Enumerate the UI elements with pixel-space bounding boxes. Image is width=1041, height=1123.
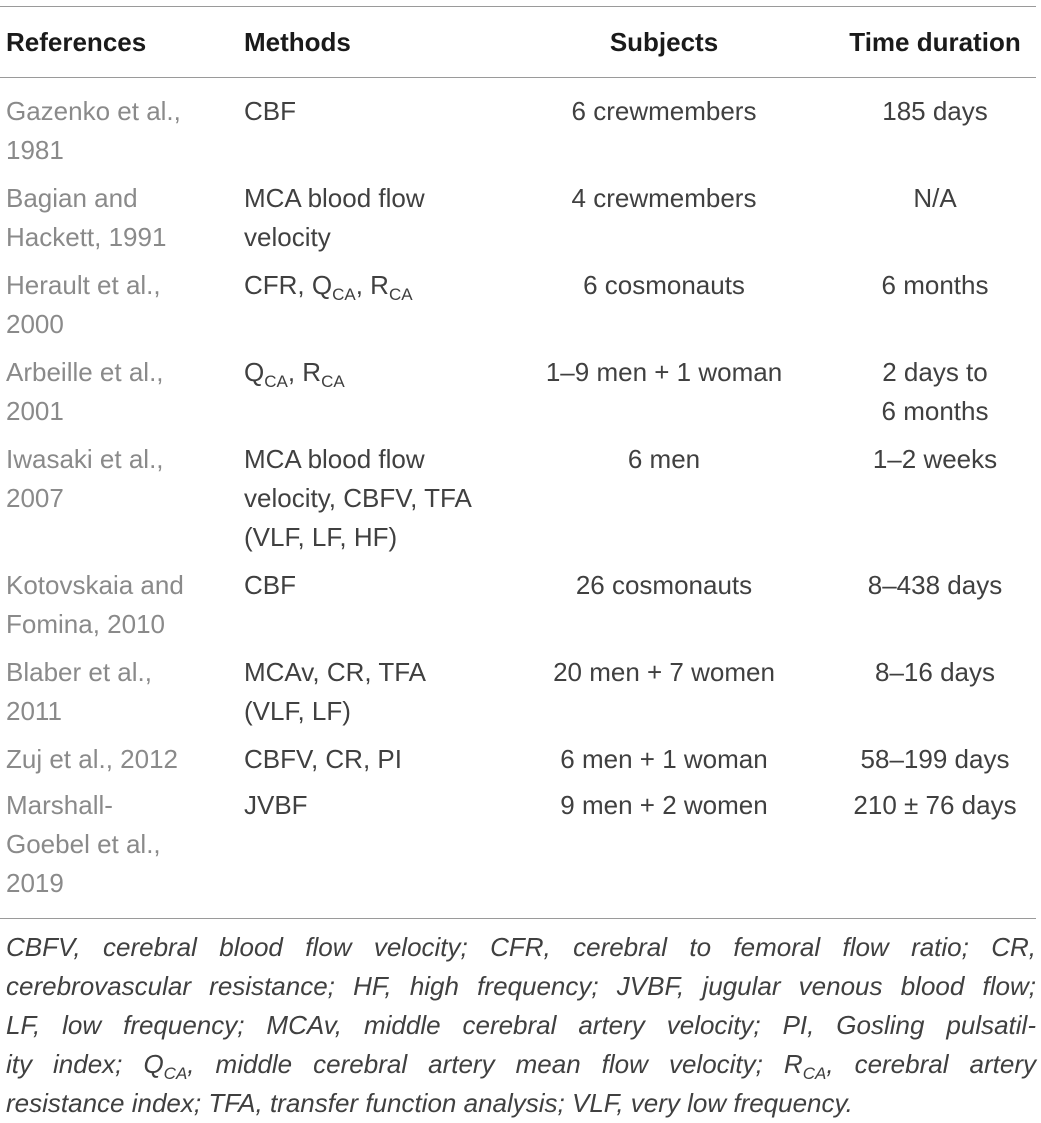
cell-subjects: 1–9 men + 1 woman bbox=[545, 357, 783, 387]
header-time-duration: Time duration bbox=[849, 27, 1021, 57]
cell-time-duration: 2 days to 6 months bbox=[881, 357, 989, 426]
cell-methods: CFR, $Q_{CA}$, $R_{CA}$ bbox=[244, 270, 413, 304]
footnote-line: ity index; $Q_{CA}$, middle cerebral artery mean flow velocity; $R_{CA}$, cerebral artery bbox=[6, 1049, 1036, 1083]
cell-subjects: 6 cosmonauts bbox=[583, 270, 745, 300]
header-references: References bbox=[6, 27, 147, 57]
cell-subjects: 4 crewmembers bbox=[571, 183, 757, 213]
header-subjects: Subjects bbox=[609, 27, 719, 57]
cell-methods: MCA blood flow velocity bbox=[244, 183, 425, 252]
header-methods: Methods bbox=[244, 27, 351, 57]
table-header-rule bbox=[0, 77, 1036, 78]
cell-time-duration: 185 days bbox=[882, 96, 988, 126]
cell-methods: JVBF bbox=[244, 790, 308, 820]
table-bottom-rule bbox=[0, 918, 1036, 919]
cell-reference: Blaber et al., 2011 bbox=[6, 657, 152, 726]
cell-subjects: 6 crewmembers bbox=[571, 96, 757, 126]
cell-reference: Zuj et al., 2012 bbox=[6, 744, 178, 774]
cell-methods: CBF bbox=[244, 96, 296, 126]
cell-subjects: 9 men + 2 women bbox=[560, 790, 768, 820]
cell-subjects: 6 men bbox=[627, 444, 701, 474]
cell-methods: CBF bbox=[244, 570, 296, 600]
cell-reference: Bagian and Hackett, 1991 bbox=[6, 183, 167, 252]
cell-time-duration: 58–199 days bbox=[860, 744, 1010, 774]
cell-reference: Iwasaki et al., 2007 bbox=[6, 444, 164, 513]
footnote-line: cerebrovascular resistance; HF, high frequency; JVBF, jugular venous blood flow; bbox=[6, 971, 1036, 1001]
cell-time-duration: 8–438 days bbox=[867, 570, 1003, 600]
cell-reference: Herault et al., 2000 bbox=[6, 270, 161, 339]
cell-methods: CBFV, CR, PI bbox=[244, 744, 402, 774]
cell-methods: $Q_{CA}$, $R_{CA}$ bbox=[244, 357, 345, 391]
footnote-line: CBFV, cerebral blood flow velocity; CFR, cerebral to femoral flow ratio; CR, bbox=[6, 932, 1036, 962]
cell-time-duration: 210 ± 76 days bbox=[853, 790, 1017, 820]
cell-reference: Gazenko et al., 1981 bbox=[6, 96, 181, 165]
cell-time-duration: 1–2 weeks bbox=[872, 444, 998, 474]
cell-methods: MCAv, CR, TFA (VLF, LF) bbox=[244, 657, 427, 726]
table-top-rule bbox=[0, 6, 1036, 7]
cell-reference: Marshall- Goebel et al., 2019 bbox=[6, 790, 161, 898]
cell-time-duration: N/A bbox=[913, 183, 957, 213]
cell-subjects: 6 men + 1 woman bbox=[560, 744, 768, 774]
table-footnote bbox=[6, 928, 1036, 1123]
footnote-line: resistance index; TFA, transfer function analysis; VLF, very low frequency. bbox=[6, 1088, 853, 1118]
cell-subjects: 26 cosmonauts bbox=[575, 570, 753, 600]
cell-reference: Kotovskaia and Fomina, 2010 bbox=[6, 570, 184, 639]
cell-methods: MCA blood flow velocity, CBFV, TFA (VLF, LF, HF) bbox=[244, 444, 472, 552]
cell-time-duration: 6 months bbox=[881, 270, 989, 300]
cell-time-duration: 8–16 days bbox=[875, 657, 995, 687]
footnote-line: LF, low frequency; MCAv, middle cerebral artery velocity; PI, Gosling pulsatil- bbox=[6, 1010, 1036, 1040]
cell-reference: Arbeille et al., 2001 bbox=[6, 357, 164, 426]
cell-subjects: 20 men + 7 women bbox=[553, 657, 775, 687]
